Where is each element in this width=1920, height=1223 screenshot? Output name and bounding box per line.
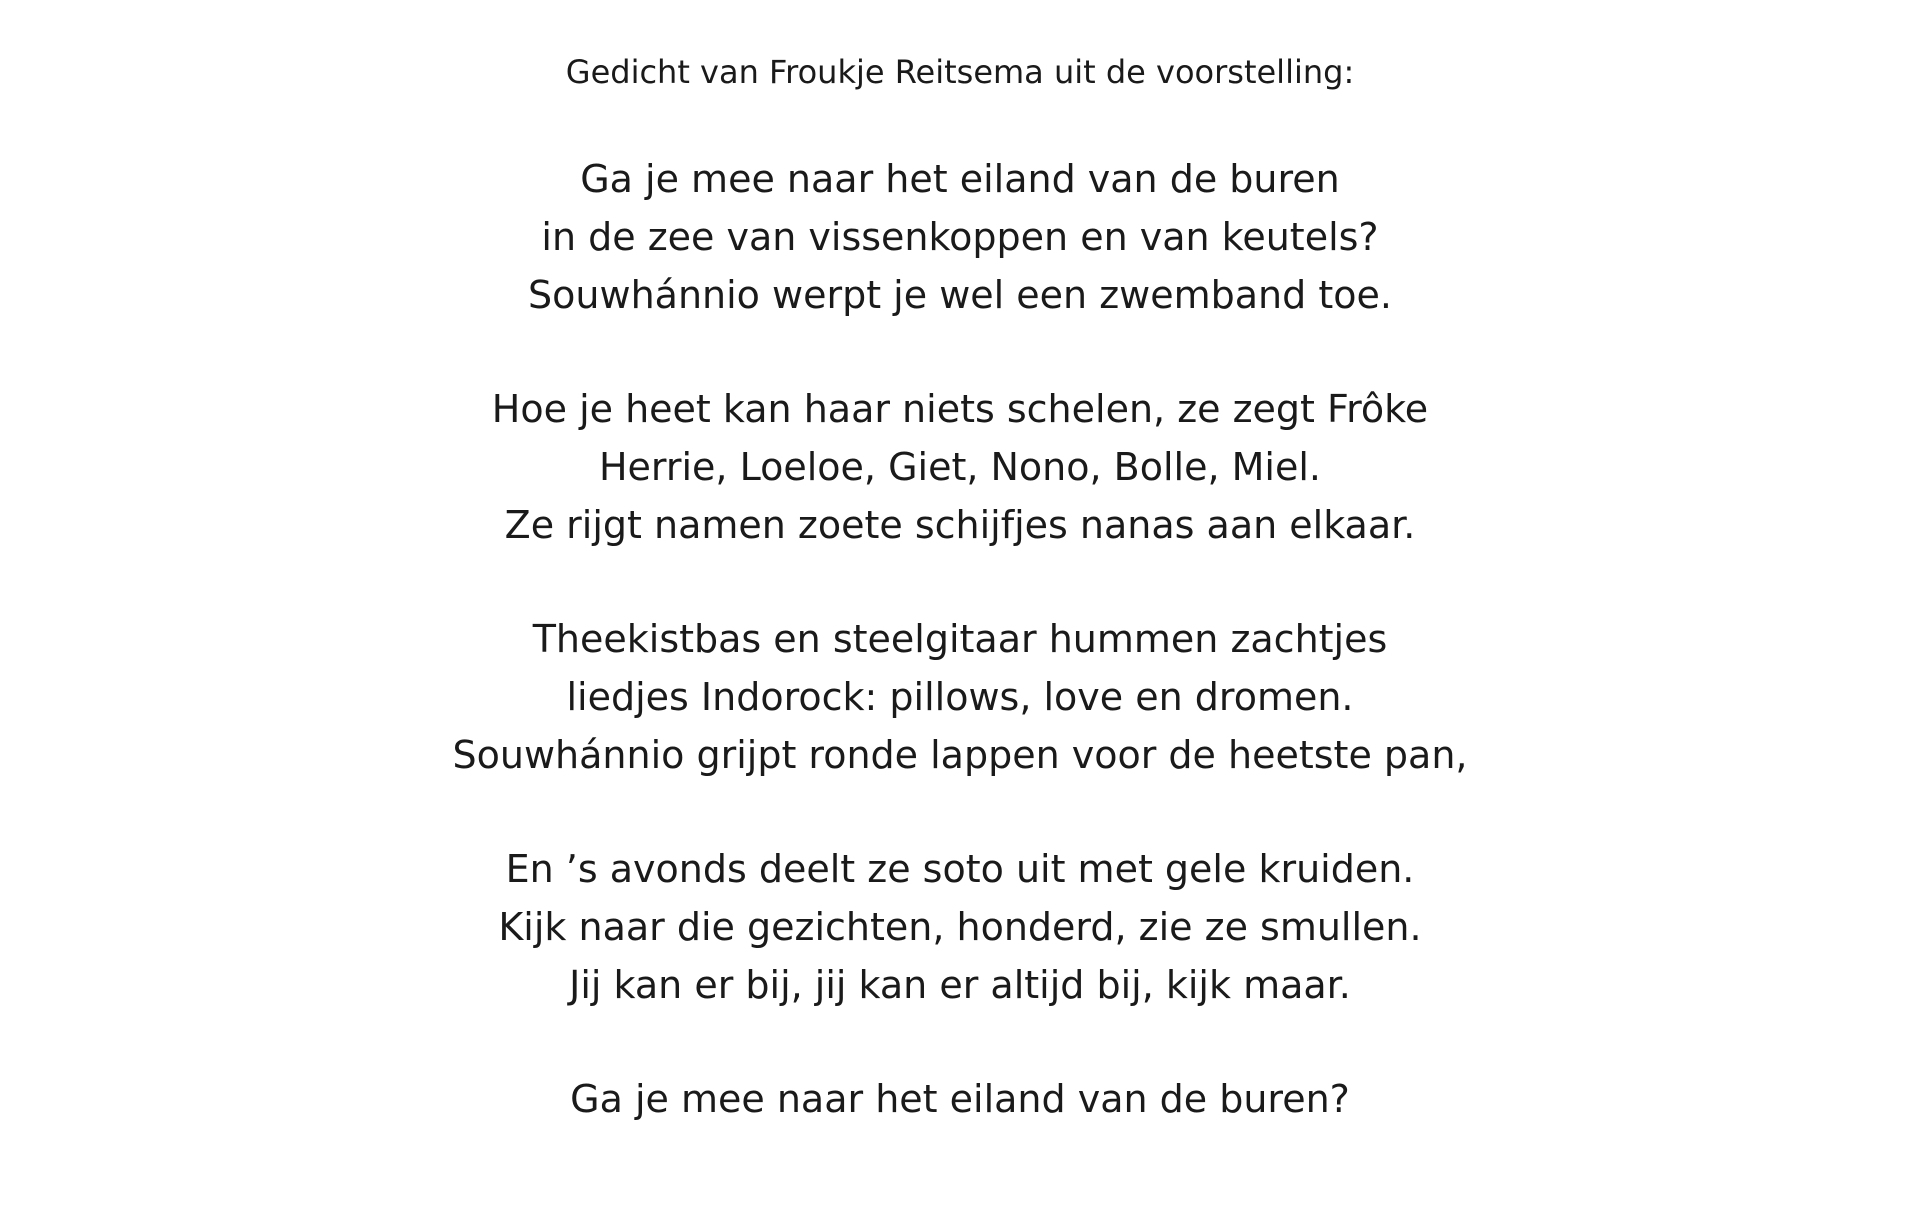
poem-line: Hoe je heet kan haar niets schelen, ze zegt Frôke (491, 387, 1429, 431)
poem-line: Herrie, Loeloe, Giet, Nono, Bolle, Miel. (598, 445, 1322, 489)
stanza-3 (0, 610, 1920, 840)
poem-line: Ga je mee naar het eiland van de buren (580, 157, 1340, 201)
poem-line: in de zee van vissenkoppen en van keutels? (541, 215, 1379, 259)
stanza-1 (0, 150, 1920, 380)
poem-heading: Gedicht van Froukje Reitsema uit de voorstelling: (565, 53, 1355, 91)
stanza-5 (0, 1070, 1920, 1128)
stanza-4 (0, 840, 1920, 1070)
poem-line: Ze rijgt namen zoete schijfjes nanas aan elkaar. (504, 503, 1416, 547)
poem-line: Souwhánnio grijpt ronde lappen voor de heetste pan, (452, 733, 1468, 777)
poem (0, 150, 1920, 1128)
poem-line: liedjes Indorock: pillows, love en dromen. (566, 675, 1354, 719)
poem-line: Theekistbas en steelgitaar hummen zachtjes (532, 617, 1388, 661)
stanza-2 (0, 380, 1920, 610)
poem-line: En ’s avonds deelt ze soto uit met gele kruiden. (505, 847, 1415, 891)
poem-line: Ga je mee naar het eiland van de buren? (570, 1077, 1350, 1121)
poem-line: Jij kan er bij, jij kan er altijd bij, kijk maar. (569, 963, 1351, 1007)
poem-line: Souwhánnio werpt je wel een zwemband toe. (528, 273, 1392, 317)
poem-line: Kijk naar die gezichten, honderd, zie ze smullen. (498, 905, 1422, 949)
